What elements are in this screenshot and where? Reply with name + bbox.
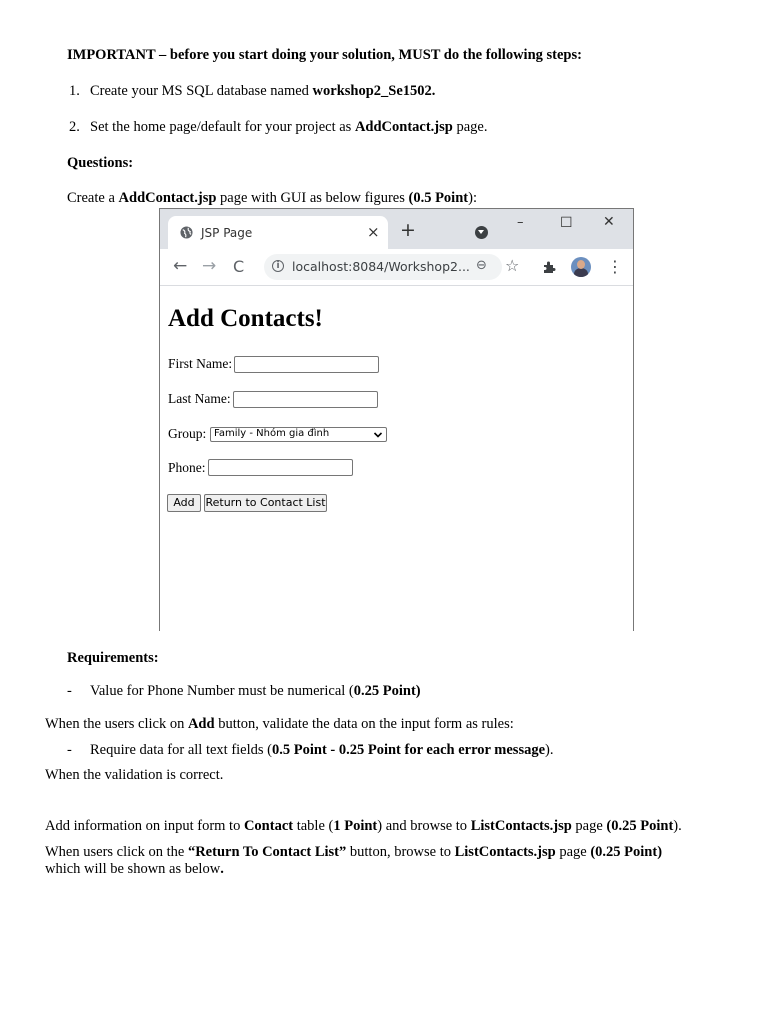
new-tab-icon[interactable]: + bbox=[400, 219, 416, 241]
add-button[interactable]: Add bbox=[167, 494, 201, 512]
address-bar[interactable] bbox=[264, 254, 502, 280]
first-name-input[interactable] bbox=[234, 356, 379, 373]
profile-avatar[interactable] bbox=[571, 257, 591, 277]
step-number: 2. bbox=[69, 119, 80, 135]
db-name: workshop2_Se1502. bbox=[312, 83, 436, 99]
requirement-1: - Value for Phone Number must be numerical (0.25 Point) bbox=[67, 683, 421, 699]
bookmark-star-icon[interactable]: ☆ bbox=[505, 256, 520, 275]
last-name-label: Last Name: bbox=[168, 391, 231, 406]
page-name: AddContact.jsp bbox=[354, 119, 453, 135]
reload-icon[interactable]: C bbox=[233, 257, 245, 276]
page-content bbox=[160, 286, 633, 631]
return-text: When users click on the “Return To Contact List” button, browse to ListContacts.jsp page (0.25 Point) bbox=[45, 844, 663, 860]
group-select[interactable] bbox=[210, 427, 387, 442]
when-add-text: When the users click on Add button, validate the data on the input form as rules: bbox=[45, 716, 514, 732]
tab-title: JSP Page bbox=[201, 226, 253, 240]
bullet-dash: - bbox=[67, 742, 72, 758]
page-title: Add Contacts! bbox=[168, 305, 323, 332]
validation-text: When the validation is correct. bbox=[45, 767, 224, 783]
minimize-icon[interactable]: – bbox=[517, 215, 524, 230]
chevron-down-icon bbox=[373, 430, 383, 440]
tab-search-icon[interactable] bbox=[475, 226, 488, 239]
back-icon[interactable]: ← bbox=[173, 256, 188, 276]
add-info-text: Add information on input form to Contact table (1 Point) and browse to ListContacts.jsp page (0.25 Point). bbox=[45, 818, 682, 834]
url-text: localhost:8084/Workshop2... bbox=[292, 259, 470, 274]
zoom-icon[interactable]: ⊖ bbox=[476, 258, 487, 273]
group-selected-value: Family - Nhóm gia đình bbox=[214, 428, 330, 439]
important-heading: IMPORTANT – before you start doing your solution, MUST do the following steps: bbox=[67, 47, 582, 63]
phone-label: Phone: bbox=[168, 460, 206, 475]
tab-strip bbox=[160, 209, 633, 249]
first-name-label: First Name: bbox=[168, 356, 233, 371]
window-close-icon[interactable]: ✕ bbox=[603, 214, 615, 230]
phone-input[interactable] bbox=[208, 459, 353, 476]
globe-icon bbox=[180, 226, 193, 239]
group-label: Group: bbox=[168, 426, 207, 441]
step-text: Create your MS SQL database named bbox=[90, 83, 313, 99]
return-to-contact-list-button[interactable]: Return to Contact List bbox=[204, 494, 327, 512]
step-text: page. bbox=[452, 119, 488, 135]
browser-tab[interactable] bbox=[168, 216, 388, 249]
info-icon[interactable]: i bbox=[272, 260, 284, 272]
maximize-icon[interactable]: ☐ bbox=[560, 215, 573, 231]
step-2 bbox=[69, 119, 488, 136]
browser-screenshot bbox=[159, 208, 634, 631]
requirement-2: - Require data for all text fields (0.5 Point - 0.25 Point for each error message). bbox=[67, 742, 554, 758]
step-1 bbox=[69, 83, 436, 100]
menu-icon[interactable]: ⋮ bbox=[607, 257, 623, 276]
create-instruction: Create a AddContact.jsp page with GUI as below figures (0.5 Point): bbox=[67, 190, 477, 206]
tab-close-icon[interactable]: × bbox=[367, 223, 380, 241]
browser-toolbar bbox=[160, 249, 633, 286]
step-number: 1. bbox=[69, 83, 80, 99]
step-text: Set the home page/default for your project as bbox=[90, 119, 355, 135]
extensions-icon[interactable] bbox=[542, 260, 556, 274]
questions-heading: Questions: bbox=[67, 155, 134, 171]
bullet-dash: - bbox=[67, 683, 72, 699]
return-text-line2: which will be shown as below. bbox=[45, 861, 224, 877]
last-name-input[interactable] bbox=[233, 391, 378, 408]
requirements-heading: Requirements: bbox=[67, 650, 159, 666]
forward-icon[interactable]: → bbox=[202, 256, 217, 276]
